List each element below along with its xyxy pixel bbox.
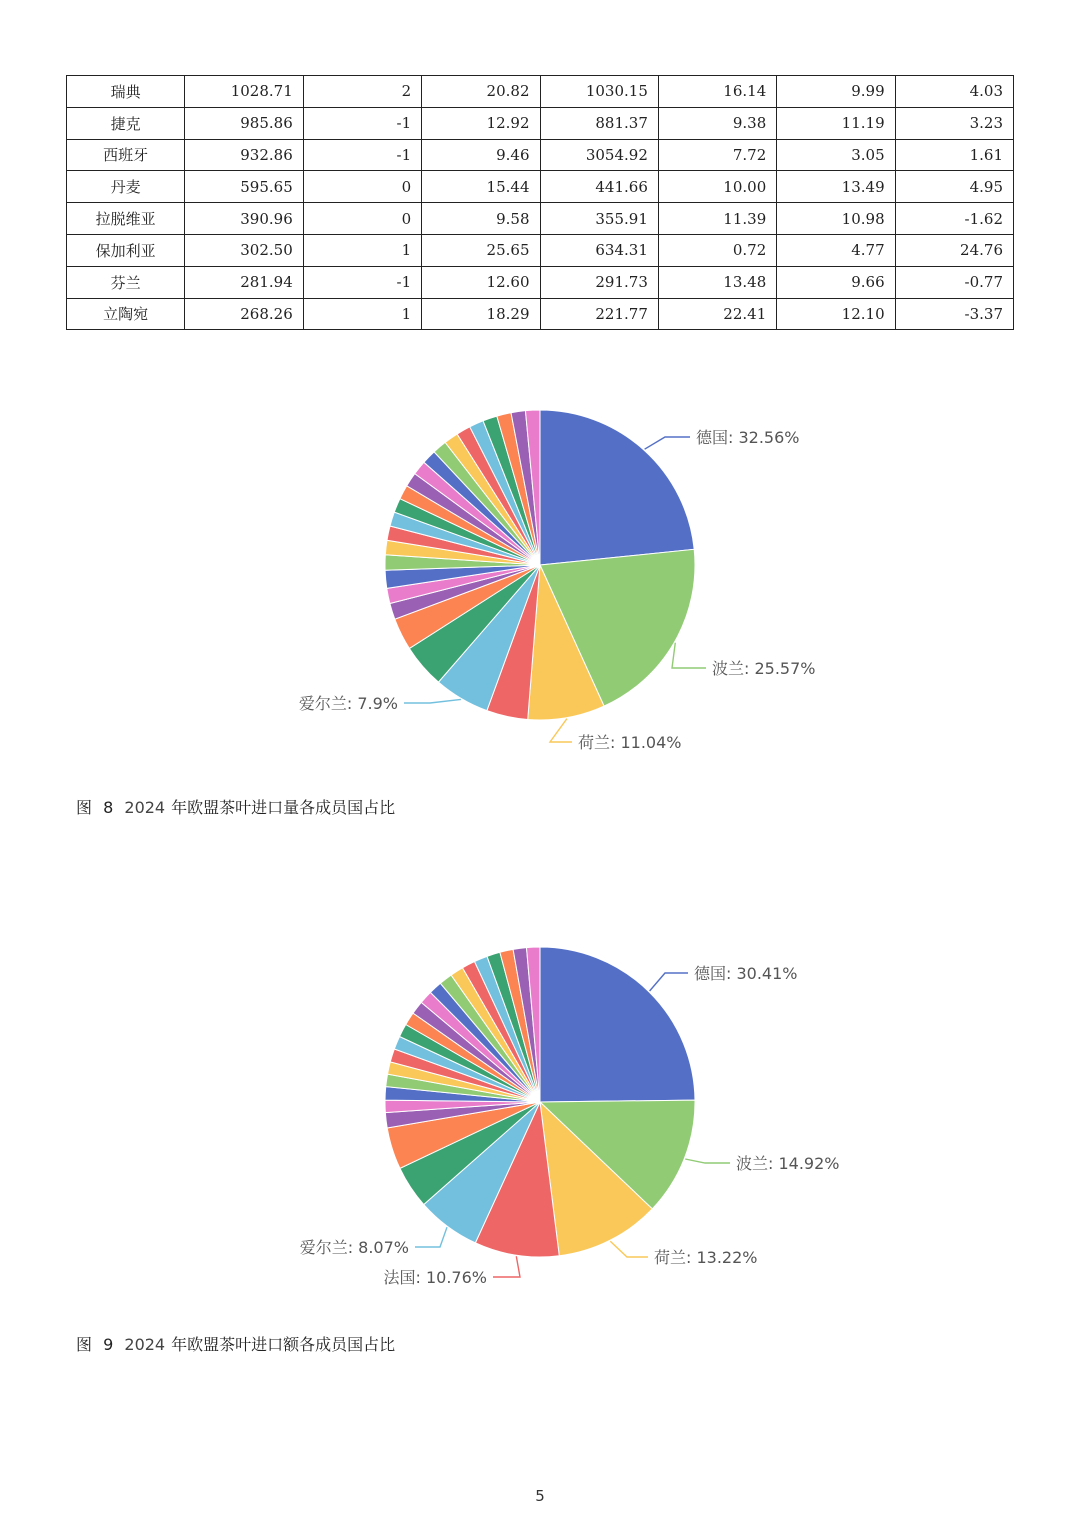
value-cell: 12.92 — [422, 107, 540, 139]
country-name-cell: 捷克 — [67, 107, 185, 139]
value-cell: 634.31 — [540, 234, 658, 266]
caption-prefix: 图 — [76, 1335, 93, 1354]
value-cell: 11.19 — [777, 107, 895, 139]
value-cell: -1 — [303, 107, 421, 139]
value-cell: 18.29 — [422, 298, 540, 330]
value-cell: 0 — [303, 171, 421, 203]
value-cell: 9.99 — [777, 76, 895, 108]
value-cell: 0 — [303, 203, 421, 235]
value-cell: 16.14 — [658, 76, 776, 108]
label-leader-line — [685, 1159, 730, 1163]
country-name-cell: 瑞典 — [67, 76, 185, 108]
value-cell: 10.98 — [777, 203, 895, 235]
value-cell: 9.46 — [422, 139, 540, 171]
value-cell: -1 — [303, 266, 421, 298]
value-cell: 302.50 — [185, 234, 303, 266]
value-cell: 9.66 — [777, 266, 895, 298]
value-cell: 12.60 — [422, 266, 540, 298]
table-row — [67, 171, 1014, 203]
label-leader-line — [404, 699, 461, 703]
caption-prefix: 图 — [76, 798, 93, 817]
value-cell: 1 — [303, 298, 421, 330]
country-name-cell: 丹麦 — [67, 171, 185, 203]
label-leader-line — [650, 973, 688, 991]
value-cell: 9.58 — [422, 203, 540, 235]
caption-text: 年欧盟茶叶进口额各成员国占比 — [171, 1335, 396, 1354]
table-row — [67, 139, 1014, 171]
slice-label: 荷兰: 11.04% — [578, 733, 682, 752]
country-name-cell: 拉脱维亚 — [67, 203, 185, 235]
country-name-cell: 保加利亚 — [67, 234, 185, 266]
caption-year: 2024 — [124, 798, 166, 817]
label-leader-line — [493, 1256, 520, 1277]
label-leader-line — [610, 1241, 648, 1257]
slice-label: 德国: 30.41% — [694, 964, 798, 983]
value-cell: 9.38 — [658, 107, 776, 139]
value-cell: 1028.71 — [185, 76, 303, 108]
pie-chart-import-value — [0, 925, 1080, 1300]
value-cell: 1030.15 — [540, 76, 658, 108]
value-cell: 15.44 — [422, 171, 540, 203]
figure-caption-8 — [76, 795, 395, 818]
pie-chart-import-volume — [0, 385, 1080, 765]
table-row — [67, 234, 1014, 266]
value-cell: 268.26 — [185, 298, 303, 330]
value-cell: -1 — [303, 139, 421, 171]
value-cell: 20.82 — [422, 76, 540, 108]
pie-slice-德国 — [540, 410, 694, 565]
value-cell: 4.77 — [777, 234, 895, 266]
value-cell: 3054.92 — [540, 139, 658, 171]
value-cell: 22.41 — [658, 298, 776, 330]
value-cell: 4.95 — [895, 171, 1013, 203]
value-cell: 595.65 — [185, 171, 303, 203]
value-cell: 390.96 — [185, 203, 303, 235]
value-cell: 3.23 — [895, 107, 1013, 139]
value-cell: 881.37 — [540, 107, 658, 139]
value-cell: -0.77 — [895, 266, 1013, 298]
country-name-cell: 西班牙 — [67, 139, 185, 171]
slice-label: 荷兰: 13.22% — [654, 1248, 758, 1267]
slice-label: 法国: 10.76% — [383, 1268, 487, 1287]
slice-label: 爱尔兰: 7.9% — [298, 694, 398, 713]
value-cell: 281.94 — [185, 266, 303, 298]
table-row — [67, 76, 1014, 108]
value-cell: 7.72 — [658, 139, 776, 171]
data-table — [66, 75, 1014, 330]
caption-number: 9 — [103, 1335, 114, 1354]
value-cell: 13.48 — [658, 266, 776, 298]
value-cell: 2 — [303, 76, 421, 108]
page-number: 5 — [535, 1487, 545, 1505]
country-name-cell: 芬兰 — [67, 266, 185, 298]
table-row — [67, 298, 1014, 330]
value-cell: 1 — [303, 234, 421, 266]
slice-label: 爱尔兰: 8.07% — [299, 1238, 409, 1257]
caption-text: 年欧盟茶叶进口量各成员国占比 — [171, 798, 396, 817]
value-cell: 355.91 — [540, 203, 658, 235]
value-cell: 10.00 — [658, 171, 776, 203]
value-cell: 12.10 — [777, 298, 895, 330]
caption-year: 2024 — [124, 1335, 166, 1354]
value-cell: 1.61 — [895, 139, 1013, 171]
value-cell: 221.77 — [540, 298, 658, 330]
country-name-cell: 立陶宛 — [67, 298, 185, 330]
table-row — [67, 203, 1014, 235]
figure-caption-9 — [76, 1332, 395, 1355]
value-cell: 11.39 — [658, 203, 776, 235]
caption-number: 8 — [103, 798, 114, 817]
value-cell: 13.49 — [777, 171, 895, 203]
value-cell: 24.76 — [895, 234, 1013, 266]
value-cell: 3.05 — [777, 139, 895, 171]
value-cell: 4.03 — [895, 76, 1013, 108]
label-leader-line — [645, 437, 690, 449]
slice-label: 波兰: 14.92% — [736, 1154, 840, 1173]
label-leader-line — [415, 1227, 447, 1247]
value-cell: 985.86 — [185, 107, 303, 139]
slice-label: 波兰: 25.57% — [712, 659, 816, 678]
value-cell: 932.86 — [185, 139, 303, 171]
value-cell: 291.73 — [540, 266, 658, 298]
table-row — [67, 266, 1014, 298]
table-row — [67, 107, 1014, 139]
value-cell: 441.66 — [540, 171, 658, 203]
value-cell: 0.72 — [658, 234, 776, 266]
value-cell: 25.65 — [422, 234, 540, 266]
value-cell: -3.37 — [895, 298, 1013, 330]
value-cell: -1.62 — [895, 203, 1013, 235]
label-leader-line — [672, 643, 706, 668]
pie-slice-德国 — [540, 947, 695, 1102]
slice-label: 德国: 32.56% — [696, 428, 800, 447]
label-leader-line — [550, 719, 572, 742]
